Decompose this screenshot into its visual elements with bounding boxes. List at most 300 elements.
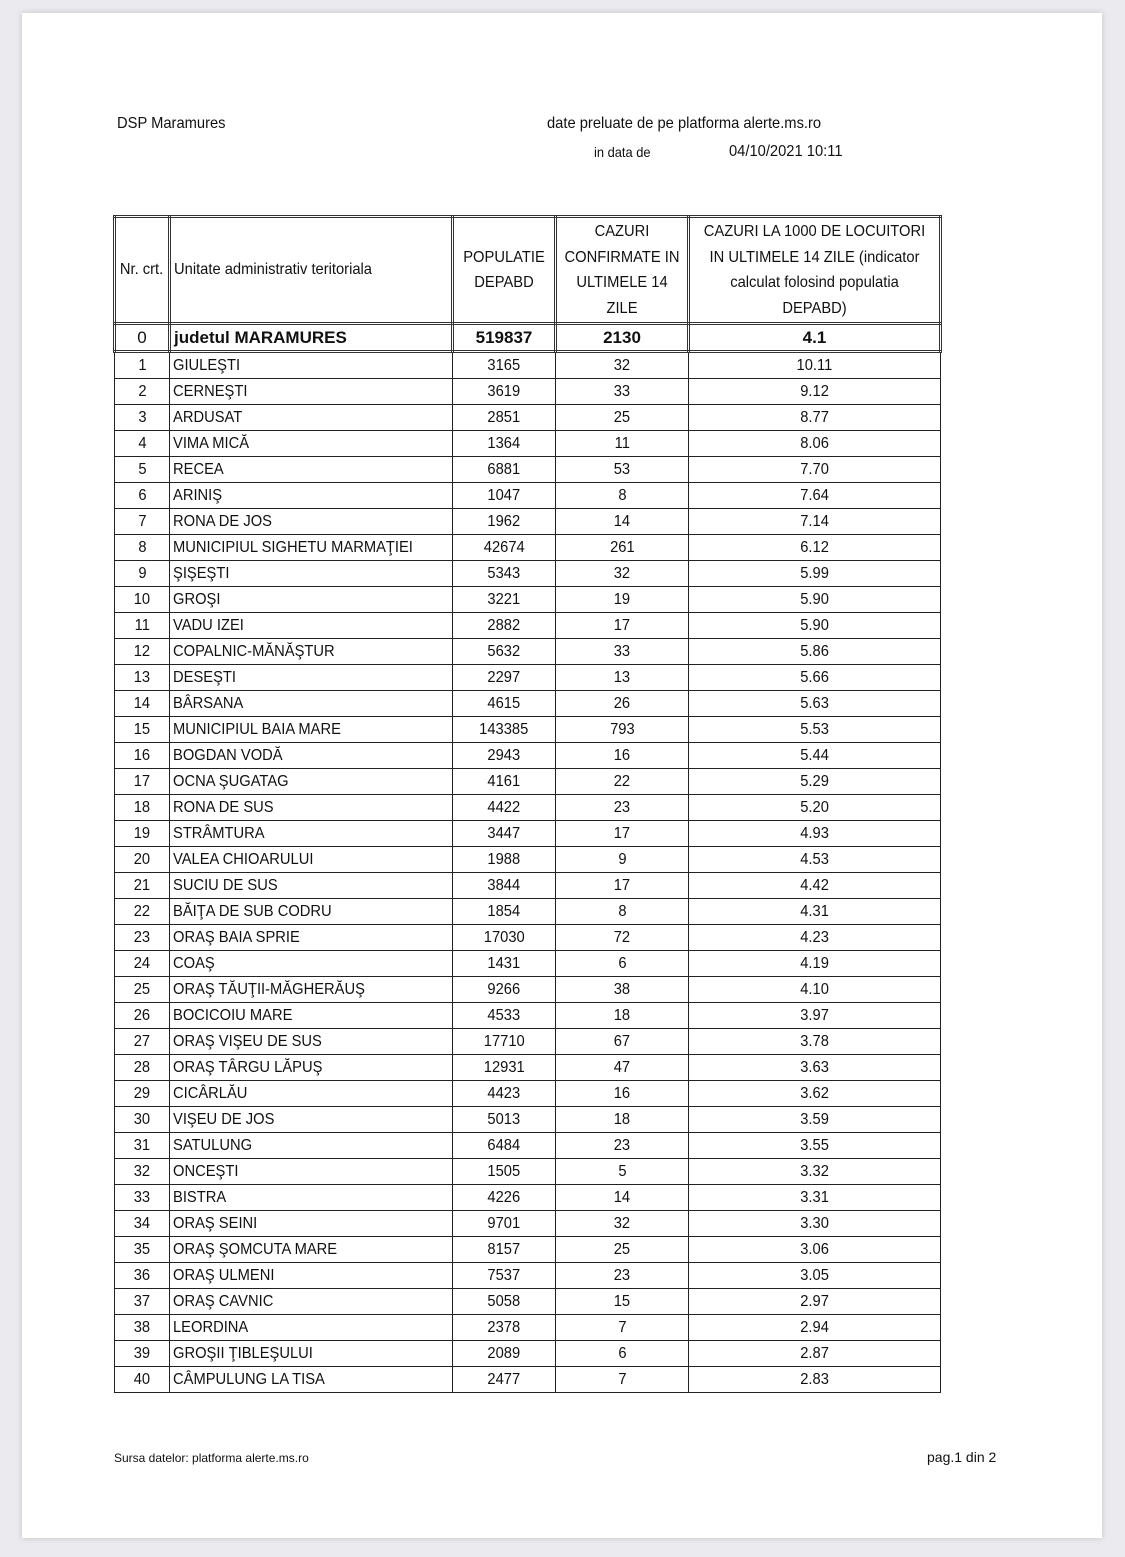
row-cases-text: 17 [613, 617, 631, 634]
row-unit-name-text: ARINIŞ [173, 487, 223, 504]
row-nr [115, 769, 170, 795]
row-population-text: 4161 [487, 773, 521, 790]
row-unit-name-text: BISTRA [173, 1189, 227, 1206]
row-nr-text: 9 [137, 565, 147, 582]
row-cases-text: 32 [613, 1215, 631, 1232]
row-population-text: 3619 [487, 383, 521, 400]
row-nr-text: 29 [133, 1085, 151, 1102]
row-cases-text: 23 [613, 1267, 631, 1284]
row-nr [115, 639, 170, 665]
row-unit-name-text: VADU IZEI [173, 617, 244, 634]
row-nr [115, 951, 170, 977]
row-cases-text: 6 [617, 955, 627, 972]
total-nr: 0 [115, 324, 170, 352]
row-cases-text: 18 [613, 1111, 631, 1128]
row-unit-name [170, 561, 453, 587]
row-cases-text: 17 [613, 877, 631, 894]
row-unit-name-text: ŞIŞEŞTI [173, 565, 230, 582]
table-row [115, 665, 941, 691]
row-cases [556, 1211, 689, 1237]
row-cases [556, 925, 689, 951]
row-rate-text: 2.83 [800, 1371, 829, 1388]
table-row [115, 405, 941, 431]
row-unit-name-text: RECEA [173, 461, 224, 478]
row-cases-text: 53 [613, 461, 631, 478]
row-nr [115, 1263, 170, 1289]
row-nr [115, 1081, 170, 1107]
column-header-cases [556, 217, 689, 324]
total-cases: 2130 [556, 324, 689, 352]
row-unit-name-text: ORAŞ TÂRGU LĂPUŞ [173, 1059, 323, 1076]
column-header-nr [115, 217, 170, 324]
row-population [453, 873, 556, 899]
row-population [453, 925, 556, 951]
column-header-unit [170, 217, 453, 324]
row-unit-name-text: MUNICIPIUL SIGHETU MARMAŢIEI [173, 539, 413, 556]
row-cases-text: 72 [613, 929, 631, 946]
row-population-text: 2882 [487, 617, 521, 634]
row-cases-text: 17 [613, 825, 631, 842]
row-nr-text: 2 [137, 383, 147, 400]
row-unit-name-text: VIŞEU DE JOS [173, 1111, 275, 1128]
table-row [115, 457, 941, 483]
row-cases-text: 19 [613, 591, 631, 608]
row-population [453, 821, 556, 847]
table-row [115, 691, 941, 717]
row-unit-name-text: ONCEŞTI [173, 1163, 239, 1180]
row-population [453, 587, 556, 613]
row-rate [689, 665, 941, 691]
row-cases [556, 587, 689, 613]
row-nr [115, 899, 170, 925]
row-population [453, 457, 556, 483]
row-population-text: 7537 [487, 1267, 521, 1284]
table-row [115, 977, 941, 1003]
row-cases [556, 769, 689, 795]
table-row [115, 1367, 941, 1393]
row-unit-name [170, 1185, 453, 1211]
row-unit-name [170, 1055, 453, 1081]
row-population [453, 1107, 556, 1133]
row-cases [556, 691, 689, 717]
row-nr [115, 691, 170, 717]
row-nr [115, 717, 170, 743]
row-rate-text: 3.32 [800, 1163, 829, 1180]
row-population-text: 1431 [487, 955, 521, 972]
row-population [453, 899, 556, 925]
row-rate [689, 795, 941, 821]
row-population [453, 1237, 556, 1263]
row-cases [556, 535, 689, 561]
row-cases-text: 38 [613, 981, 631, 998]
row-population-text: 6484 [487, 1137, 521, 1154]
row-population-text: 42674 [483, 539, 525, 556]
row-cases-text: 14 [613, 513, 631, 530]
row-nr [115, 1185, 170, 1211]
row-unit-name-text: BOGDAN VODĂ [173, 747, 283, 764]
row-cases [556, 847, 689, 873]
row-population-text: 2297 [487, 669, 521, 686]
row-nr [115, 405, 170, 431]
row-rate [689, 405, 941, 431]
row-rate [689, 977, 941, 1003]
table-row [115, 379, 941, 405]
row-rate-text: 4.10 [800, 981, 829, 998]
row-population-text: 1364 [487, 435, 521, 452]
row-rate-text: 5.44 [800, 747, 829, 764]
row-rate-text: 2.87 [800, 1345, 829, 1362]
row-nr-text: 38 [133, 1319, 151, 1336]
row-nr-text: 20 [133, 851, 151, 868]
row-unit-name-text: ORAŞ VIŞEU DE SUS [173, 1033, 322, 1050]
table-row [115, 535, 941, 561]
row-unit-name [170, 821, 453, 847]
row-nr [115, 509, 170, 535]
table-row [115, 717, 941, 743]
row-cases-text: 16 [613, 747, 631, 764]
total-row [115, 324, 941, 352]
row-rate-text: 6.12 [800, 539, 829, 556]
row-population-text: 5343 [487, 565, 521, 582]
row-nr [115, 977, 170, 1003]
row-unit-name-text: ORAŞ BAIA SPRIE [173, 929, 300, 946]
table-row [115, 483, 941, 509]
row-unit-name-text: VIMA MICĂ [173, 435, 250, 452]
row-rate-text: 3.55 [800, 1137, 829, 1154]
row-rate-text: 5.63 [800, 695, 829, 712]
row-unit-name [170, 535, 453, 561]
row-rate [689, 847, 941, 873]
row-population-text: 1988 [487, 851, 521, 868]
row-cases-text: 25 [613, 409, 631, 426]
row-nr [115, 535, 170, 561]
row-nr [115, 847, 170, 873]
row-population [453, 1315, 556, 1341]
table-row [115, 1107, 941, 1133]
row-unit-name-text: GROŞII ŢIBLEŞULUI [173, 1345, 313, 1362]
row-rate [689, 431, 941, 457]
row-nr [115, 665, 170, 691]
row-population-text: 2089 [487, 1345, 521, 1362]
row-rate [689, 743, 941, 769]
row-rate [689, 1133, 941, 1159]
row-unit-name [170, 665, 453, 691]
row-nr [115, 795, 170, 821]
row-rate-text: 4.53 [800, 851, 829, 868]
row-cases-text: 47 [613, 1059, 631, 1076]
row-unit-name-text: MUNICIPIUL BAIA MARE [173, 721, 341, 738]
page-number: pag.1 din 2 [927, 1449, 997, 1465]
row-cases [556, 1185, 689, 1211]
row-population-text: 143385 [479, 721, 529, 738]
row-unit-name-text: ORAŞ TĂUŢII-MĂGHERĂUŞ [173, 981, 365, 998]
row-rate [689, 1081, 941, 1107]
row-nr-text: 12 [133, 643, 151, 660]
row-population [453, 795, 556, 821]
row-rate-text: 5.53 [800, 721, 829, 738]
column-header-label: CAZURI LA 1000 DE LOCUITORI IN ULTIMELE 14 ZILE (indicator calculat folosind populatia DEPABD) [703, 223, 926, 317]
row-rate [689, 509, 941, 535]
row-population-text: 1854 [487, 903, 521, 920]
total-name: judetul MARAMURES [170, 324, 453, 352]
row-nr [115, 1315, 170, 1341]
row-population [453, 509, 556, 535]
row-nr-text: 11 [134, 617, 150, 634]
row-nr-text: 17 [133, 773, 151, 790]
row-rate-text: 5.86 [800, 643, 829, 660]
row-cases-text: 8 [617, 903, 627, 920]
row-rate-text: 3.97 [800, 1007, 829, 1024]
row-population [453, 535, 556, 561]
row-unit-name [170, 1315, 453, 1341]
row-unit-name [170, 483, 453, 509]
row-nr-text: 25 [133, 981, 151, 998]
total-rate: 4.1 [689, 324, 941, 352]
row-unit-name-text: RONA DE SUS [173, 799, 274, 816]
row-rate [689, 535, 941, 561]
row-rate [689, 1029, 941, 1055]
row-nr [115, 1055, 170, 1081]
row-unit-name [170, 847, 453, 873]
row-cases [556, 1159, 689, 1185]
table-row [115, 431, 941, 457]
row-rate [689, 1263, 941, 1289]
row-nr-text: 39 [133, 1345, 151, 1362]
table-row [115, 1029, 941, 1055]
row-population-text: 4423 [487, 1085, 521, 1102]
table-row [115, 899, 941, 925]
table-row [115, 352, 941, 379]
row-nr [115, 1289, 170, 1315]
row-cases-text: 7 [617, 1371, 627, 1388]
row-population [453, 1133, 556, 1159]
row-cases [556, 743, 689, 769]
row-nr-text: 6 [137, 487, 147, 504]
row-population-text: 17030 [483, 929, 525, 946]
row-rate-text: 3.05 [800, 1267, 829, 1284]
row-population [453, 1081, 556, 1107]
row-nr-text: 8 [137, 539, 147, 556]
row-unit-name-text: BĂIŢA DE SUB CODRU [173, 903, 332, 920]
row-unit-name-text: COAŞ [173, 955, 215, 972]
column-header-rate [689, 217, 941, 324]
row-nr-text: 14 [133, 695, 151, 712]
row-unit-name [170, 1289, 453, 1315]
row-nr [115, 1341, 170, 1367]
row-rate [689, 1341, 941, 1367]
row-population [453, 1289, 556, 1315]
row-unit-name-text: VALEA CHIOARULUI [173, 851, 314, 868]
row-rate [689, 873, 941, 899]
row-cases-text: 5 [617, 1163, 627, 1180]
row-nr [115, 613, 170, 639]
table-row [115, 1289, 941, 1315]
row-cases-text: 23 [613, 1137, 631, 1154]
row-unit-name-text: LEORDINA [173, 1319, 249, 1336]
row-rate [689, 691, 941, 717]
row-unit-name-text: OCNA ŞUGATAG [173, 773, 289, 790]
row-nr [115, 1159, 170, 1185]
row-population [453, 613, 556, 639]
row-population [453, 639, 556, 665]
row-population [453, 1003, 556, 1029]
row-unit-name-text: GROŞI [173, 591, 221, 608]
row-nr [115, 1003, 170, 1029]
row-cases [556, 405, 689, 431]
table-row [115, 1185, 941, 1211]
row-population [453, 977, 556, 1003]
row-unit-name-text: CERNEŞTI [173, 383, 248, 400]
organization-name: DSP Maramures [117, 115, 226, 132]
row-rate [689, 587, 941, 613]
row-population-text: 1505 [487, 1163, 521, 1180]
table-row [115, 613, 941, 639]
total-population: 519837 [453, 324, 556, 352]
row-unit-name [170, 1029, 453, 1055]
row-cases [556, 483, 689, 509]
row-rate-text: 9.12 [800, 383, 829, 400]
row-unit-name [170, 1341, 453, 1367]
row-unit-name [170, 1159, 453, 1185]
row-rate [689, 613, 941, 639]
row-nr-text: 34 [133, 1215, 151, 1232]
row-unit-name [170, 639, 453, 665]
row-unit-name-text: BOCICOIU MARE [173, 1007, 293, 1024]
row-nr-text: 22 [133, 903, 151, 920]
row-nr-text: 23 [133, 929, 151, 946]
row-nr [115, 483, 170, 509]
row-cases-text: 13 [613, 669, 631, 686]
table-row [115, 1211, 941, 1237]
row-rate [689, 1003, 941, 1029]
row-unit-name [170, 431, 453, 457]
row-rate-text: 5.90 [800, 617, 829, 634]
row-nr [115, 1211, 170, 1237]
row-population-text: 9701 [487, 1215, 521, 1232]
row-nr [115, 1367, 170, 1393]
row-nr [115, 587, 170, 613]
row-cases [556, 873, 689, 899]
row-rate-text: 7.70 [800, 461, 829, 478]
table-row [115, 1003, 941, 1029]
row-population [453, 352, 556, 379]
row-population [453, 665, 556, 691]
row-rate [689, 769, 941, 795]
table-row [115, 1159, 941, 1185]
row-rate [689, 379, 941, 405]
row-nr-text: 10 [133, 591, 151, 608]
row-cases-text: 14 [613, 1189, 631, 1206]
row-population-text: 3221 [487, 591, 521, 608]
row-cases [556, 379, 689, 405]
row-rate [689, 925, 941, 951]
row-unit-name-text: ORAŞ ŞOMCUTA MARE [173, 1241, 338, 1258]
row-nr-text: 19 [133, 825, 151, 842]
row-population-text: 5632 [487, 643, 521, 660]
row-rate [689, 1289, 941, 1315]
row-nr [115, 431, 170, 457]
row-nr-text: 35 [133, 1241, 151, 1258]
row-rate [689, 639, 941, 665]
row-rate [689, 1211, 941, 1237]
row-unit-name [170, 352, 453, 379]
row-unit-name [170, 405, 453, 431]
row-population [453, 847, 556, 873]
row-rate-text: 4.19 [800, 955, 829, 972]
row-population [453, 769, 556, 795]
row-rate [689, 717, 941, 743]
row-population-text: 2477 [487, 1371, 521, 1388]
row-unit-name-text: CICÂRLĂU [173, 1085, 248, 1102]
row-nr-text: 18 [133, 799, 151, 816]
row-population [453, 717, 556, 743]
row-unit-name [170, 587, 453, 613]
row-cases [556, 821, 689, 847]
table-row [115, 509, 941, 535]
row-cases [556, 639, 689, 665]
row-population [453, 1159, 556, 1185]
data-source-line: date preluate de pe platforma alerte.ms.ro [547, 115, 822, 132]
row-cases [556, 509, 689, 535]
row-population [453, 1055, 556, 1081]
row-rate-text: 3.06 [800, 1241, 829, 1258]
table-row [115, 847, 941, 873]
row-unit-name [170, 925, 453, 951]
row-population-text: 5058 [487, 1293, 521, 1310]
row-nr-text: 16 [133, 747, 151, 764]
row-cases [556, 352, 689, 379]
row-unit-name [170, 743, 453, 769]
table-row [115, 951, 941, 977]
row-unit-name [170, 379, 453, 405]
row-nr-text: 21 [133, 877, 151, 894]
row-population [453, 1367, 556, 1393]
row-cases-text: 8 [617, 487, 627, 504]
row-rate [689, 821, 941, 847]
table-row [115, 561, 941, 587]
row-population-text: 4615 [487, 695, 521, 712]
table-header-row [115, 217, 941, 324]
row-rate-text: 5.20 [800, 799, 829, 816]
column-header-label: CAZURI CONFIRMATE IN ULTIMELE 14 ZILE [564, 223, 680, 317]
row-nr [115, 379, 170, 405]
row-population [453, 483, 556, 509]
row-nr-text: 36 [133, 1267, 151, 1284]
row-nr-text: 32 [133, 1163, 151, 1180]
row-rate [689, 1367, 941, 1393]
row-nr-text: 5 [137, 461, 147, 478]
row-unit-name [170, 873, 453, 899]
row-population [453, 1263, 556, 1289]
row-population-text: 8157 [487, 1241, 521, 1258]
row-cases [556, 1081, 689, 1107]
row-unit-name-text: COPALNIC-MĂNĂŞTUR [173, 643, 335, 660]
row-rate-text: 3.30 [800, 1215, 829, 1232]
table-row [115, 1237, 941, 1263]
row-population-text: 6881 [487, 461, 521, 478]
table-row [115, 587, 941, 613]
row-cases-text: 32 [613, 565, 631, 582]
row-nr [115, 873, 170, 899]
row-cases-text: 16 [613, 1085, 631, 1102]
row-nr-text: 3 [137, 409, 147, 426]
row-unit-name [170, 691, 453, 717]
row-nr-text: 30 [133, 1111, 151, 1128]
row-cases [556, 457, 689, 483]
row-rate-text: 5.66 [800, 669, 829, 686]
row-population-text: 2943 [487, 747, 521, 764]
row-cases [556, 977, 689, 1003]
